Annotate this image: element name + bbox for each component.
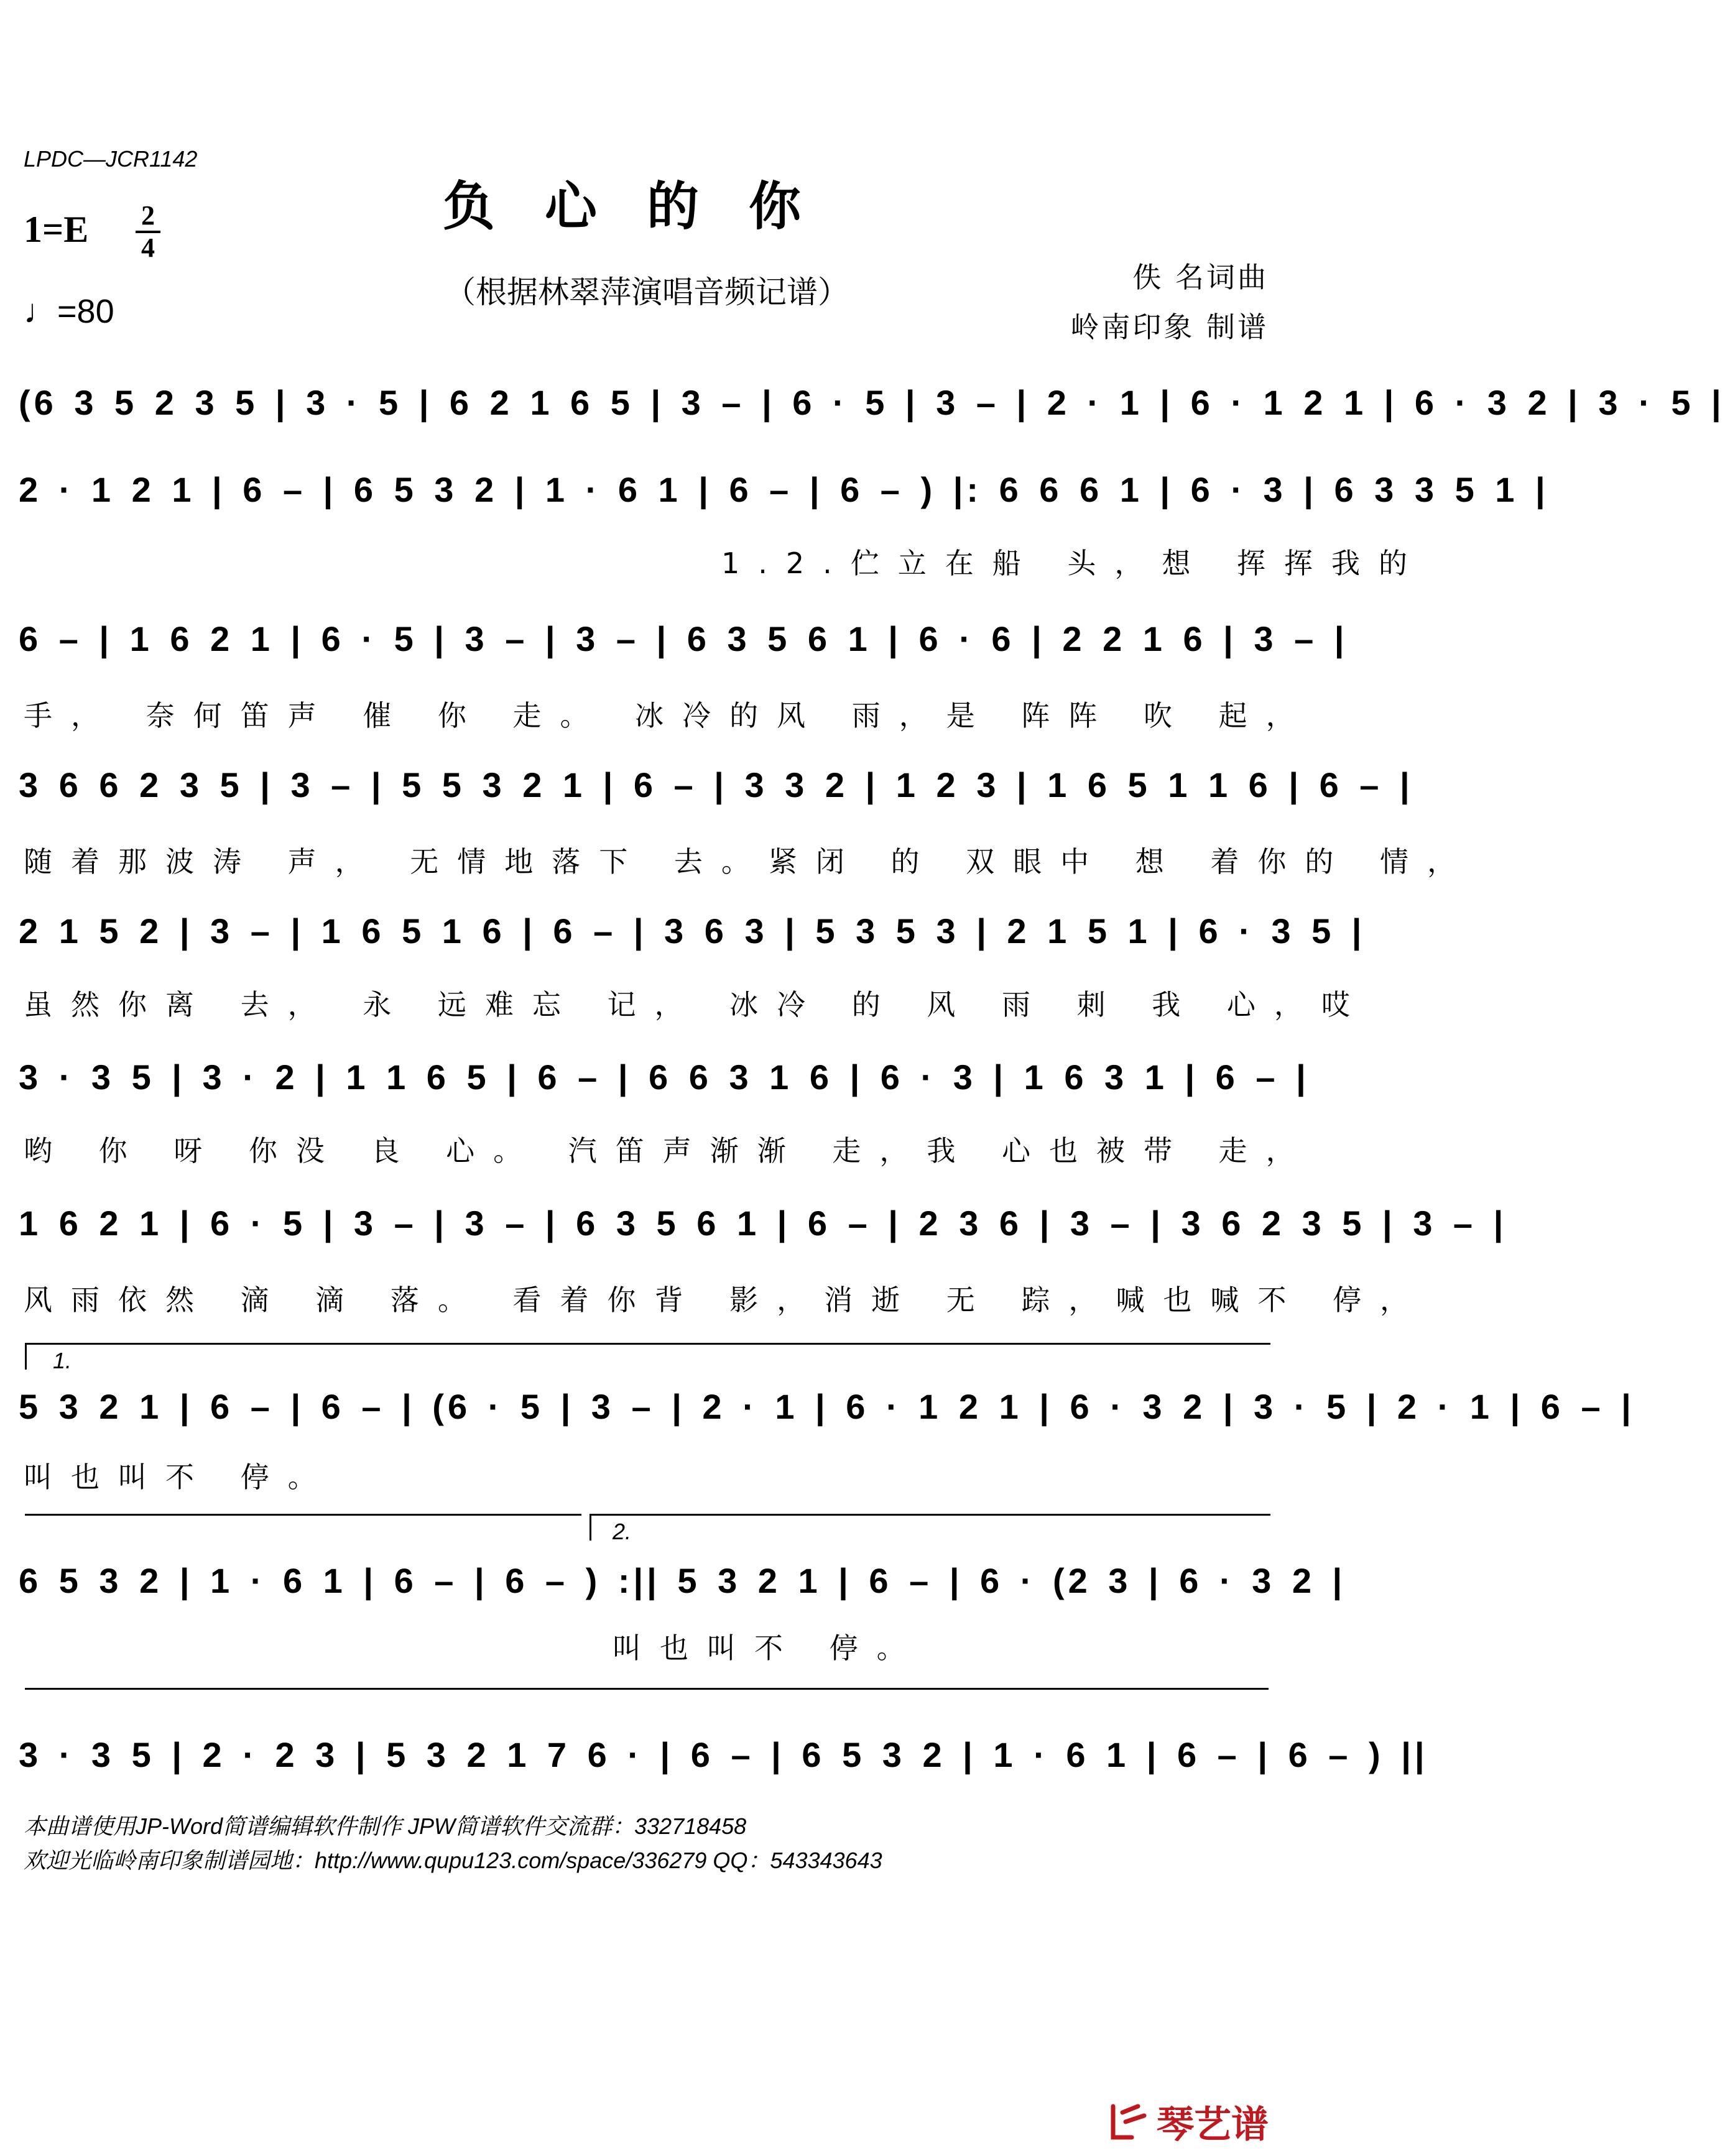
lyrics-row-2: 1.2.伫立在船 头，想 挥挥我的 [721, 546, 1427, 580]
lyrics-row-4: 随着那波涛 声， 无情地落下 去。紧闭 的 双眼中 想 着你的 情， [24, 845, 1474, 878]
lyrics-row-6: 哟 你 呀 你没 良 心。 汽笛声渐渐 走，我 心也被带 走， [24, 1134, 1313, 1168]
time-top: 2 [141, 200, 155, 231]
tempo-marking: ♩=80 [24, 293, 114, 330]
credit-transcriber: 岭南印象 制谱 [1070, 310, 1269, 344]
notation-row-1: (6 3 5 2 3 5 | 3 · 5 | 6 2 1 6 5 | 3 – | 6 · 5 | 3 – | 2 · 1 | 6 · 1 2 1 | 6 · 3 2 | 3 · 5 | [19, 383, 1725, 422]
first-ending-continuation [25, 1514, 581, 1516]
footer-line-2: 欢迎光临岭南印象制谱园地：http://www.qupu123.com/space/336279 QQ：543343643 [24, 1848, 882, 1873]
coda-line [25, 1688, 1269, 1690]
notation-row-10: 3 · 3 5 | 2 · 2 3 | 5 3 2 1 7 6 · | 6 – | 6 5 3 2 | 1 · 6 1 | 6 – | 6 – ) || [19, 1735, 1428, 1774]
time-signature [136, 202, 160, 262]
first-ending-label: 1. [53, 1348, 72, 1373]
lyrics-row-3: 手， 奈何笛声 催 你 走。 冰冷的风 雨，是 阵阵 吹 起， [24, 699, 1313, 732]
notation-row-8: 5 3 2 1 | 6 – | 6 – | (6 · 5 | 3 – | 2 · 1 | 6 · 1 2 1 | 6 · 3 2 | 3 · 5 | 2 · 1 | 6 – | [19, 1387, 1635, 1426]
footer-line-1: 本曲谱使用JP-Word简谱编辑软件制作 JPW简谱软件交流群：332718458 [24, 1813, 747, 1839]
notation-row-9: 6 5 3 2 | 1 · 6 1 | 6 – | 6 – ) :|| 5 3 2 1 | 6 – | 6 · (2 3 | 6 · 3 2 | [19, 1561, 1346, 1600]
lyrics-row-9: 叫也叫不 停。 [613, 1631, 924, 1665]
second-ending-bracket [590, 1514, 1270, 1541]
notation-row-4: 3 6 6 2 3 5 | 3 – | 5 5 3 2 1 | 6 – | 3 3 2 | 1 2 3 | 1 6 5 1 1 6 | 6 – | [19, 765, 1413, 804]
credit-composer: 佚 名词曲 [1132, 260, 1269, 294]
lyrics-row-5: 虽然你离 去， 永 远难忘 记， 冰冷 的 风 雨 刺 我 心，哎 [24, 988, 1369, 1021]
logo-text: 琴艺谱 [1157, 2103, 1269, 2147]
notation-row-3: 6 – | 1 6 2 1 | 6 · 5 | 3 – | 3 – | 6 3 5 6 1 | 6 · 6 | 2 2 1 6 | 3 – | [19, 619, 1348, 658]
logo-icon [1107, 2100, 1150, 2144]
notation-row-5: 2 1 5 2 | 3 – | 1 6 5 1 6 | 6 – | 3 6 3 | 5 3 5 3 | 2 1 5 1 | 6 · 3 5 | [19, 911, 1366, 951]
key-signature: 1=E [24, 209, 89, 250]
subtitle: （根据林翠萍演唱音频记谱） [445, 274, 849, 310]
notation-row-7: 1 6 2 1 | 6 · 5 | 3 – | 3 – | 6 3 5 6 1 | 6 – | 2 3 6 | 3 – | 3 6 2 3 5 | 3 – | [19, 1204, 1507, 1243]
site-logo [1107, 2095, 1269, 2149]
notation-row-6: 3 · 3 5 | 3 · 2 | 1 1 6 5 | 6 – | 6 6 3 1 6 | 6 · 3 | 1 6 3 1 | 6 – | [19, 1057, 1310, 1097]
second-ending-label: 2. [613, 1519, 632, 1544]
score-code: LPDC—JCR1142 [24, 146, 198, 172]
lyrics-row-8: 叫也叫不 停。 [24, 1460, 335, 1494]
notation-row-2: 2 · 1 2 1 | 6 – | 6 5 3 2 | 1 · 6 1 | 6 – | 6 – ) |: 6 6 6 1 | 6 · 3 | 6 3 3 5 1 | [19, 470, 1549, 509]
lyrics-row-7: 风雨依然 滴 滴 落。 看着你背 影，消逝 无 踪，喊也喊不 停， [24, 1283, 1427, 1317]
song-title: 负心的你 [442, 175, 851, 237]
time-bottom: 4 [141, 233, 155, 263]
first-ending-bracket [25, 1343, 1270, 1370]
